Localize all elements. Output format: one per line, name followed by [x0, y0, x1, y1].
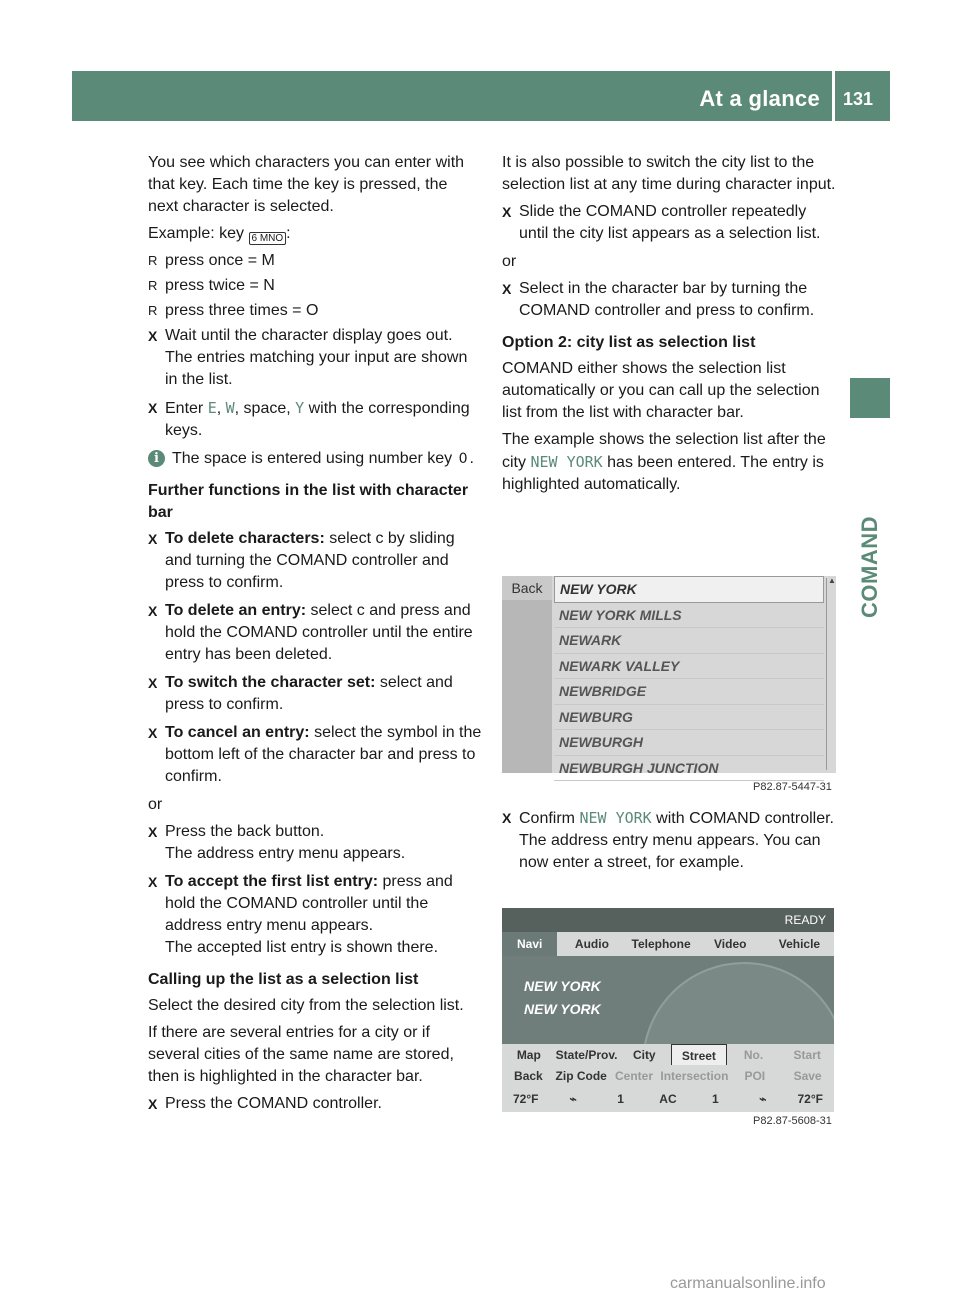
step-select-ok: X Select in the character bar by turning the COMAND controller and press to confirm.: [502, 278, 836, 322]
example-line: [148, 223, 482, 245]
tab-audio[interactable]: Audio: [574, 937, 609, 951]
climate-bar: [502, 1086, 834, 1112]
scrollbar[interactable]: [826, 578, 833, 770]
enter-suffix: with the corresponding keys.: [165, 400, 470, 439]
screen-selection-list: [502, 576, 836, 776]
list-item: R press once = M: [148, 250, 482, 272]
seat-icon[interactable]: ⌁: [759, 1092, 767, 1106]
city-line: NEW YORK: [524, 1001, 601, 1017]
confirm-city: NEW YORK: [579, 809, 652, 827]
step-back: [148, 821, 482, 865]
tab-navi[interactable]: Navi: [502, 932, 557, 956]
scroll-up-icon: ▲: [828, 576, 836, 585]
tab-telephone[interactable]: Telephone: [631, 937, 691, 951]
cancel-text: select the symbol in the bottom left of the character bar and press to confirm.: [165, 724, 482, 785]
list-item[interactable]: NEW YORK MILLS: [554, 603, 824, 629]
status-bar: [502, 908, 834, 932]
enter-prefix: Enter: [165, 400, 204, 417]
intersection-button[interactable]: Intersection: [660, 1069, 729, 1083]
option2-text-2: [502, 429, 836, 496]
accept-label: To accept the first list entry:: [165, 873, 379, 890]
header-title: At a glance: [699, 86, 820, 111]
confirm-prefix: Confirm: [519, 810, 576, 827]
info-text: The space is entered using number key: [172, 450, 453, 467]
watermark: carmanualsonline.info: [670, 1275, 826, 1292]
save-button[interactable]: Save: [793, 1069, 822, 1083]
main-tabs: [502, 932, 834, 956]
delete-chars-label: To delete characters:: [165, 530, 325, 547]
step-press: X Press the COMAND controller.: [148, 1093, 482, 1115]
temp-right[interactable]: 72°F: [797, 1092, 823, 1106]
step-wait-line2: The entries matching your input are shown in the list.: [165, 349, 468, 388]
accept-text: press and hold the COMAND controller until the address entry menu appears.: [165, 873, 453, 934]
delete-entry-text: select c and press and hold the COMAND controller until the entire entry has been deleted.: [165, 602, 473, 663]
enter-y: Y: [295, 399, 305, 417]
back-line1: Press the back button.: [165, 823, 325, 840]
state-button[interactable]: State/Prov.: [555, 1048, 618, 1062]
status-text: READY: [784, 913, 826, 927]
page-number: 131: [843, 89, 874, 109]
seat-icon[interactable]: ⌁: [569, 1092, 577, 1106]
side-tab-marker: [850, 378, 890, 418]
step-wait-line1: Wait until the character display goes out.: [165, 327, 453, 344]
switch-intro: It is also possible to switch the city list to the selection list at any time during character input.: [502, 154, 836, 193]
step-wait: [148, 325, 482, 391]
example-prefix: Example: key: [148, 225, 245, 242]
switch-set-text: select and press to confirm.: [165, 674, 453, 713]
left-column: [148, 152, 482, 1121]
back-button[interactable]: Back: [502, 576, 552, 600]
map-button[interactable]: Map: [516, 1048, 541, 1062]
list-item[interactable]: NEWARK: [554, 628, 824, 654]
step-accept: [148, 871, 482, 959]
or-text: or: [148, 796, 163, 813]
confirm-line2: The address entry menu appears. You can now enter a street, for example.: [519, 832, 821, 871]
calling-text-1: Select the desired city from the selection list.: [148, 997, 464, 1014]
step-slide: X Slide the COMAND controller repeatedly until the city list appears as a selection list.: [502, 201, 836, 245]
key-0-icon: 0: [458, 451, 468, 467]
list-item[interactable]: NEWARK VALLEY: [554, 654, 824, 680]
number-button[interactable]: No.: [743, 1048, 764, 1062]
list-item[interactable]: NEWBURG: [554, 705, 824, 731]
state-line: NEW YORK: [524, 978, 601, 994]
step-cancel: [148, 722, 482, 788]
street-button[interactable]: Street: [671, 1044, 727, 1066]
confirm-suffix: with COMAND controller: [656, 810, 830, 827]
right-column: [502, 152, 836, 501]
or-text: or: [502, 253, 517, 270]
screen1-caption: P82.87-5447-31: [753, 781, 832, 793]
option2-text-2a: The example shows the selection list after the city: [502, 431, 826, 471]
key-6-icon: 6 MNO: [249, 232, 287, 245]
switch-set-label: To switch the character set:: [165, 674, 376, 691]
option2-text-1: COMAND either shows the selection list automatically or you can call up the selection list from the list with character bar.: [502, 360, 820, 421]
calling-text-2: If there are several entries for a city or if several cities of the same name are stored, then is highlighted in the character bar.: [148, 1024, 454, 1085]
list-item[interactable]: NEWBRIDGE: [554, 679, 824, 705]
fan-left[interactable]: 1: [617, 1092, 624, 1106]
step-delete-chars: [148, 528, 482, 594]
list-item: R press three times = O: [148, 300, 482, 322]
options-bar: [502, 1065, 834, 1087]
enter-mid: , space,: [234, 400, 291, 417]
info-note: i The space is entered using number key 0 .: [148, 448, 482, 470]
step-confirm: X Confirm NEW YORK with COMAND controller. The address entry menu appears. You can now enter a street, for example.: [502, 807, 836, 874]
temp-left[interactable]: 72°F: [512, 1092, 539, 1106]
option2-city: NEW YORK: [530, 453, 603, 471]
city-list: [554, 576, 824, 781]
list-item[interactable]: NEW YORK: [554, 576, 824, 603]
confirm-block: [502, 807, 836, 880]
screen-address-entry: [502, 908, 834, 1112]
city-button[interactable]: City: [632, 1048, 656, 1062]
step-switch-set: [148, 672, 482, 716]
delete-entry-label: To delete an entry:: [165, 602, 307, 619]
list-sidebar: [502, 576, 552, 773]
accept-line2: The accepted list entry is shown there.: [165, 939, 439, 956]
list-item[interactable]: NEWBURGH JUNCTION: [554, 756, 824, 782]
cancel-label: To cancel an entry:: [165, 724, 310, 741]
further-heading: Further functions in the list with character bar: [148, 482, 469, 521]
list-item: R press twice = N: [148, 275, 482, 297]
info-icon: i: [148, 450, 165, 467]
intro-text: You see which characters you can enter with that key. Each time the key is pressed, the next character is selected.: [148, 154, 465, 215]
enter-e: E: [207, 399, 217, 417]
center-button[interactable]: Center: [614, 1069, 653, 1083]
screen2-caption: P82.87-5608-31: [753, 1115, 832, 1127]
list-item[interactable]: NEWBURGH: [554, 730, 824, 756]
option2-text-2b: has been entered. The entry is highlighted automatically.: [502, 454, 824, 493]
back-button[interactable]: Back: [514, 1069, 543, 1083]
ac-button[interactable]: AC: [659, 1092, 677, 1106]
example-suffix: :: [286, 225, 291, 242]
fan-right[interactable]: 1: [712, 1092, 719, 1106]
step-delete-entry: [148, 600, 482, 666]
tab-video[interactable]: Video: [714, 937, 747, 951]
enter-w: W: [225, 399, 235, 417]
back-line2: The address entry menu appears.: [165, 845, 406, 862]
address-bar: [502, 1044, 834, 1066]
poi-button[interactable]: POI: [744, 1069, 766, 1083]
tab-vehicle[interactable]: Vehicle: [778, 937, 821, 951]
zip-button[interactable]: Zip Code: [555, 1069, 607, 1083]
calling-heading: Calling up the list as a selection list: [148, 971, 419, 988]
side-tab-label: COMAND: [857, 516, 882, 618]
option2-heading: Option 2: city list as selection list: [502, 334, 756, 351]
delete-chars-text: select c by sliding and turning the COMAND controller and press to confirm.: [165, 530, 455, 591]
step-enter: X Enter E, W, space, Y with the corresponding keys.: [148, 397, 482, 442]
start-button[interactable]: Start: [793, 1048, 821, 1062]
